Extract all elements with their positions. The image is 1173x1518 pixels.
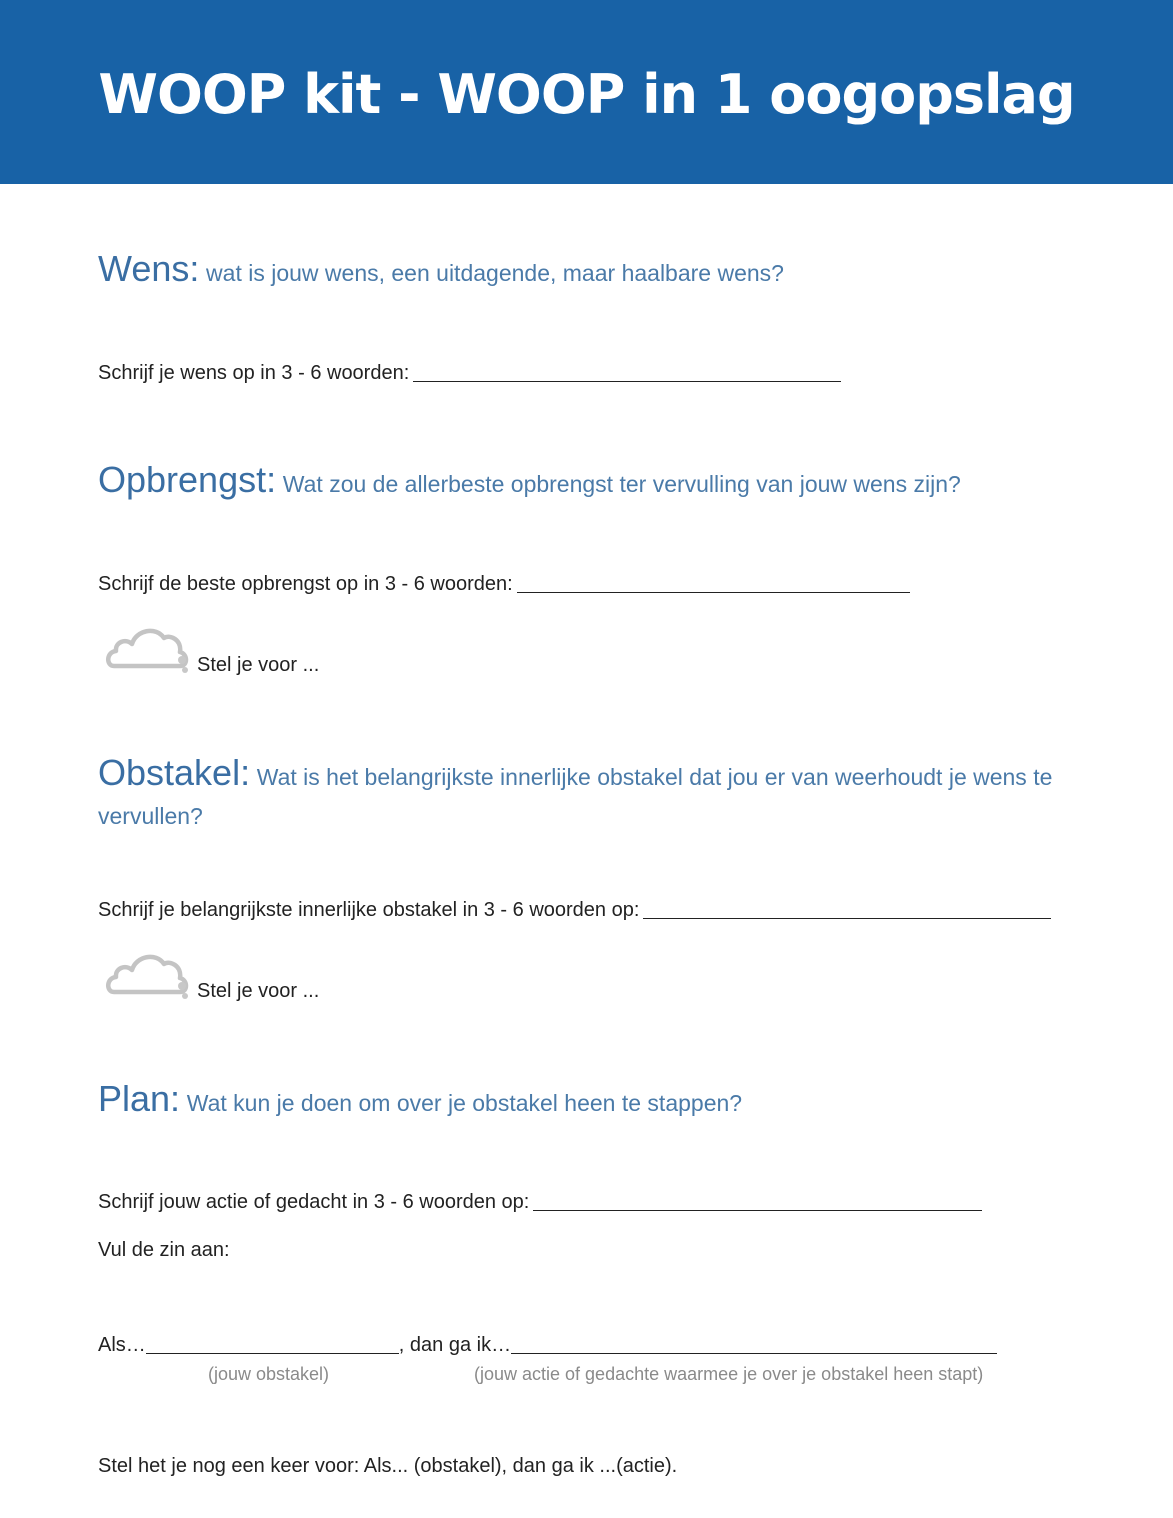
plan-question: Wat kun je doen om over je obstakel heen te stappen? [186, 1090, 743, 1116]
plan-prompt: Schrijf jouw actie of gedacht in 3 - 6 woorden op: [98, 1191, 530, 1213]
als-label: Als… [98, 1334, 146, 1356]
page-title: WOOP kit - WOOP in 1 oogopslag [98, 62, 1075, 126]
dan-label: , dan ga ik… [398, 1334, 512, 1356]
if-then-row [98, 1334, 997, 1357]
wens-heading [98, 250, 784, 293]
wens-answer-line[interactable] [413, 380, 841, 382]
plan-prompt-row [98, 1191, 982, 1214]
wens-prompt: Schrijf je wens op in 3 - 6 woorden: [98, 362, 410, 384]
actie-fill-line[interactable] [511, 1352, 997, 1354]
obstakel-question-continued [98, 797, 203, 839]
wens-prompt-row [98, 362, 841, 385]
opbrengst-imagine-label: Stel je voor ... [197, 654, 320, 676]
opbrengst-prompt: Schrijf de beste opbrengst op in 3 - 6 woorden: [98, 573, 513, 595]
plan-term: Plan: [98, 1078, 181, 1119]
page-header [0, 0, 1173, 184]
plan-answer-line[interactable] [533, 1209, 982, 1211]
hint-actie: (jouw actie of gedachte waarmee je over je obstakel heen stapt) [474, 1364, 984, 1384]
opbrengst-heading [98, 461, 961, 504]
obstakel-answer-line[interactable] [643, 917, 1051, 919]
obstakel-question-line2: vervullen? [98, 803, 203, 829]
obstakel-question: Wat is het belangrijkste innerlijke obstakel dat jou er van weerhoudt je wens te [256, 764, 1053, 790]
obstakel-imagine [104, 948, 344, 1008]
opbrengst-question: Wat zou de allerbeste opbrengst ter vervulling van jouw wens zijn? [282, 471, 961, 497]
opbrengst-answer-line[interactable] [517, 591, 910, 593]
opbrengst-term: Opbrengst: [98, 459, 277, 500]
obstakel-term: Obstakel: [98, 752, 251, 793]
thought-cloud-icon [104, 622, 194, 680]
hint-obstakel: (jouw obstakel) [208, 1364, 330, 1384]
obstakel-imagine-label: Stel je voor ... [197, 980, 320, 1002]
closing-instruction: Stel het je nog een keer voor: Als... (obstakel), dan ga ik ...(actie). [98, 1455, 678, 1477]
opbrengst-imagine [104, 622, 344, 682]
obstakel-fill-line[interactable] [146, 1352, 399, 1354]
obstakel-prompt-row [98, 899, 1051, 922]
thought-cloud-icon [104, 948, 194, 1006]
wens-question: wat is jouw wens, een uitdagende, maar haalbare wens? [206, 260, 784, 286]
wens-term: Wens: [98, 248, 200, 289]
fill-instruction: Vul de zin aan: [98, 1239, 230, 1261]
opbrengst-prompt-row [98, 573, 910, 596]
obstakel-heading [98, 754, 1052, 797]
plan-heading [98, 1080, 742, 1123]
obstakel-prompt: Schrijf je belangrijkste innerlijke obstakel in 3 - 6 woorden op: [98, 899, 640, 921]
